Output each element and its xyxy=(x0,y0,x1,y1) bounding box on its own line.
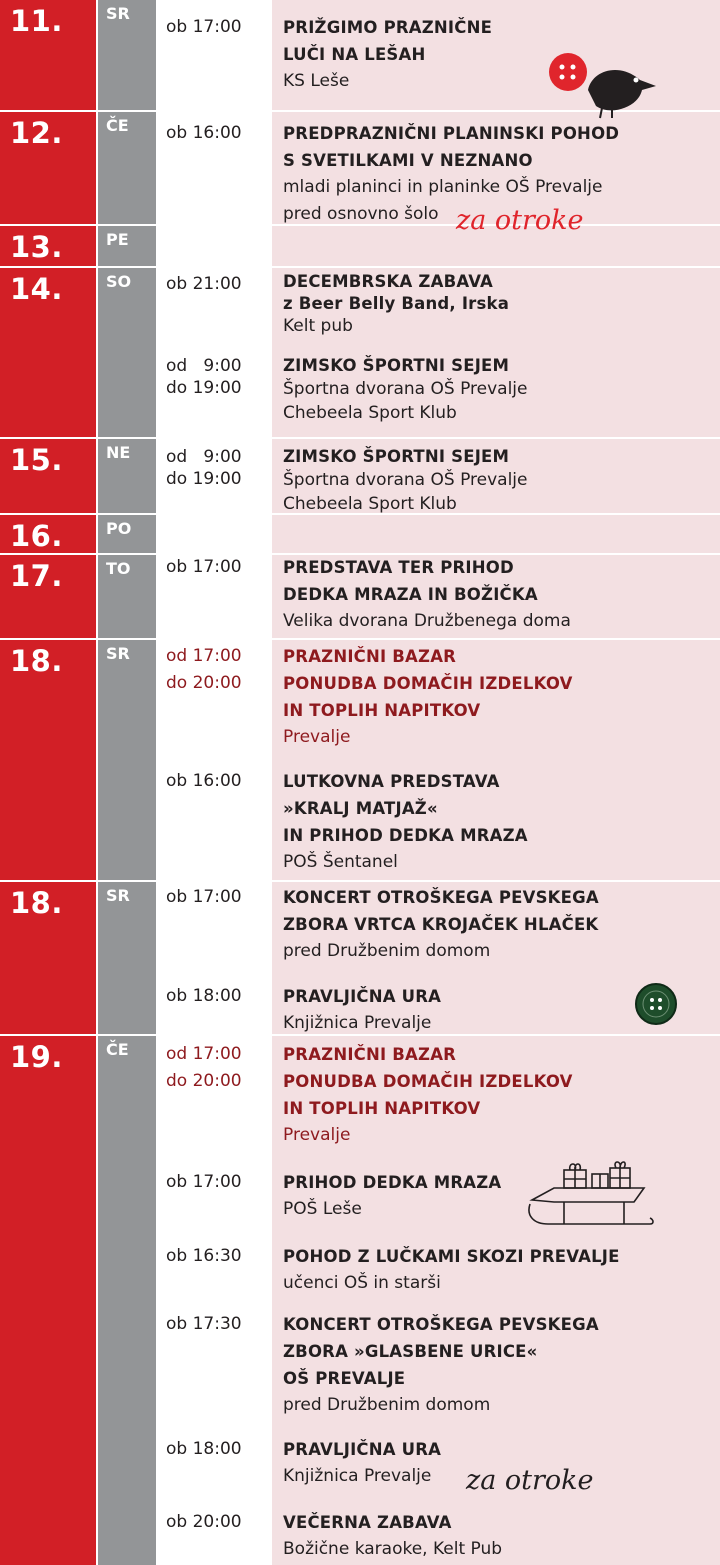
day-row xyxy=(0,226,720,266)
event-body xyxy=(283,768,713,876)
dow-column-bg xyxy=(98,640,156,880)
event-detail-line: Knjižnica Prevalje xyxy=(283,1013,432,1033)
event-title-line: OŠ PREVALJE xyxy=(283,1369,406,1388)
event-title-line: ZBORA VRTCA KROJAČEK HLAČEK xyxy=(283,915,599,934)
weekday-label: SO xyxy=(106,272,132,291)
weekday-label: SR xyxy=(106,4,130,23)
event-body xyxy=(283,355,713,425)
event-body xyxy=(283,555,713,635)
event-title-line: »KRALJ MATJAŽ« xyxy=(283,799,438,818)
event-time: ob 18:00 xyxy=(166,1439,242,1459)
event-time: ob 17:00 xyxy=(166,557,242,577)
day-number: 19. xyxy=(10,1040,63,1074)
time-column-bg xyxy=(158,515,270,553)
event-detail-line: POŠ Šentanel xyxy=(283,852,398,872)
za-otroke-label: za otroke xyxy=(456,205,584,236)
num-column-bg xyxy=(0,1036,96,1565)
weekday-label: SR xyxy=(106,886,130,905)
event-time: ob 17:30 xyxy=(166,1314,242,1334)
event-title-line: PRAZNIČNI BAZAR xyxy=(283,1045,457,1064)
event-title-line: PRAVLJIČNA URA xyxy=(283,1440,442,1459)
event-title-line: PRAZNIČNI BAZAR xyxy=(283,647,457,666)
event-detail-line: pred Družbenim domom xyxy=(283,1395,491,1415)
event-title-line: PRIHOD DEDKA MRAZA xyxy=(283,1173,502,1192)
event-title-line: IN TOPLIH NAPITKOV xyxy=(283,1099,481,1118)
event-title-line: IN TOPLIH NAPITKOV xyxy=(283,701,481,720)
day-row xyxy=(0,439,720,513)
event-title-line: PRIŽGIMO PRAZNIČNE xyxy=(283,18,493,37)
day-row xyxy=(0,515,720,553)
event-title-line: ZIMSKO ŠPORTNI SEJEM xyxy=(283,356,510,375)
event-detail-line: mladi planinci in planinke OŠ Prevalje xyxy=(283,177,603,197)
weekday-label: PO xyxy=(106,519,132,538)
event-title-line: PREDSTAVA TER PRIHOD xyxy=(283,558,514,577)
event-detail-line: Športna dvorana OŠ Prevalje xyxy=(283,379,528,399)
event-time: od 17:00 do 20:00 xyxy=(166,646,242,693)
event-title-line: KONCERT OTROŠKEGA PEVSKEGA xyxy=(283,888,599,907)
event-time: ob 16:00 xyxy=(166,771,242,791)
event-time: od 9:00 do 19:00 xyxy=(166,356,242,398)
event-detail-line: Prevalje xyxy=(283,1125,351,1145)
event-body xyxy=(283,1041,713,1149)
day-number: 15. xyxy=(10,443,63,477)
day-number: 13. xyxy=(10,230,63,264)
event-title-line: KONCERT OTROŠKEGA PEVSKEGA xyxy=(283,1315,599,1334)
weekday-label: ČE xyxy=(106,1040,129,1059)
event-title-line: VEČERNA ZABAVA xyxy=(283,1513,452,1532)
event-body xyxy=(283,643,713,751)
event-title-line: ZIMSKO ŠPORTNI SEJEM xyxy=(283,447,510,466)
event-title-line: PONUDBA DOMAČIH IZDELKOV xyxy=(283,674,573,693)
day-number: 12. xyxy=(10,116,63,150)
event-detail-line: učenci OŠ in starši xyxy=(283,1273,441,1293)
weekday-label: PE xyxy=(106,230,129,249)
day-row xyxy=(0,1036,720,1565)
event-detail-line: POŠ Leše xyxy=(283,1199,362,1219)
event-title-line: IN PRIHOD DEDKA MRAZA xyxy=(283,826,528,845)
day-row xyxy=(0,882,720,1034)
event-title-line: PONUDBA DOMAČIH IZDELKOV xyxy=(283,1072,573,1091)
event-body xyxy=(283,1509,713,1563)
event-title-line: PRAVLJIČNA URA xyxy=(283,987,442,1006)
weekday-label: NE xyxy=(106,443,131,462)
day-row xyxy=(0,640,720,880)
event-title-line: z Beer Belly Band, Irska xyxy=(283,294,510,313)
event-time: od 17:00 do 20:00 xyxy=(166,1044,242,1091)
event-body xyxy=(283,1243,713,1297)
event-title-line: DEDKA MRAZA IN BOŽIČKA xyxy=(283,585,538,604)
event-detail-line: pred Družbenim domom xyxy=(283,941,491,961)
dow-column-bg xyxy=(98,1036,156,1565)
event-title-line: POHOD Z LUČKAMI SKOZI PREVALJE xyxy=(283,1247,620,1266)
event-time: ob 18:00 xyxy=(166,986,242,1006)
weekday-label: SR xyxy=(106,644,130,663)
event-body xyxy=(283,1311,713,1419)
event-detail-line: Prevalje xyxy=(283,727,351,747)
sleigh-with-gifts-icon xyxy=(524,1158,656,1234)
event-detail-line: KS Leše xyxy=(283,71,350,91)
event-time: ob 17:00 xyxy=(166,1172,242,1192)
event-detail-line: Kelt pub xyxy=(283,316,353,336)
event-detail-line: Chebeela Sport Klub xyxy=(283,403,457,423)
event-time: ob 17:00 xyxy=(166,17,242,37)
za-otroke-label: za otroke xyxy=(466,1465,594,1496)
weekday-label: TO xyxy=(106,559,131,578)
event-detail-line: pred osnovno šolo xyxy=(283,204,439,224)
day-row xyxy=(0,112,720,224)
ev-column-bg xyxy=(272,515,720,553)
event-title-line: DECEMBRSKA ZABAVA xyxy=(283,272,494,291)
dow-column-bg xyxy=(98,268,156,437)
event-detail-line: Chebeela Sport Klub xyxy=(283,494,457,513)
day-number: 14. xyxy=(10,272,63,306)
event-body xyxy=(283,884,713,965)
event-detail-line: Velika dvorana Družbenega doma xyxy=(283,611,571,631)
event-title-line: LUTKOVNA PREDSTAVA xyxy=(283,772,500,791)
day-number: 17. xyxy=(10,559,63,593)
day-number: 11. xyxy=(10,4,63,38)
event-time: od 9:00 do 19:00 xyxy=(166,447,242,489)
event-time: ob 20:00 xyxy=(166,1512,242,1532)
event-detail-line: Božične karaoke, Kelt Pub xyxy=(283,1539,503,1559)
bird-with-red-button-icon xyxy=(540,50,660,120)
event-detail-line: Knjižnica Prevalje xyxy=(283,1466,432,1486)
day-row xyxy=(0,555,720,638)
green-button-icon xyxy=(634,982,678,1026)
day-number: 18. xyxy=(10,644,63,678)
day-number: 18. xyxy=(10,886,63,920)
event-title-line: S SVETILKAMI V NEZNANO xyxy=(283,151,533,170)
event-time: ob 17:00 xyxy=(166,887,242,907)
event-body xyxy=(283,446,713,513)
weekday-label: ČE xyxy=(106,116,129,135)
event-title-line: PREDPRAZNIČNI PLANINSKI POHOD xyxy=(283,124,620,143)
day-number: 16. xyxy=(10,519,63,553)
day-row xyxy=(0,268,720,437)
event-title-line: ZBORA »GLASBENE URICE« xyxy=(283,1342,538,1361)
event-time: ob 16:00 xyxy=(166,123,242,143)
event-time: ob 21:00 xyxy=(166,274,242,294)
event-title-line: LUČI NA LEŠAH xyxy=(283,45,426,64)
event-body xyxy=(283,271,713,337)
time-column-bg xyxy=(158,226,270,266)
event-time: ob 16:30 xyxy=(166,1246,242,1266)
event-detail-line: Športna dvorana OŠ Prevalje xyxy=(283,470,528,490)
time-column-bg xyxy=(158,1036,270,1565)
